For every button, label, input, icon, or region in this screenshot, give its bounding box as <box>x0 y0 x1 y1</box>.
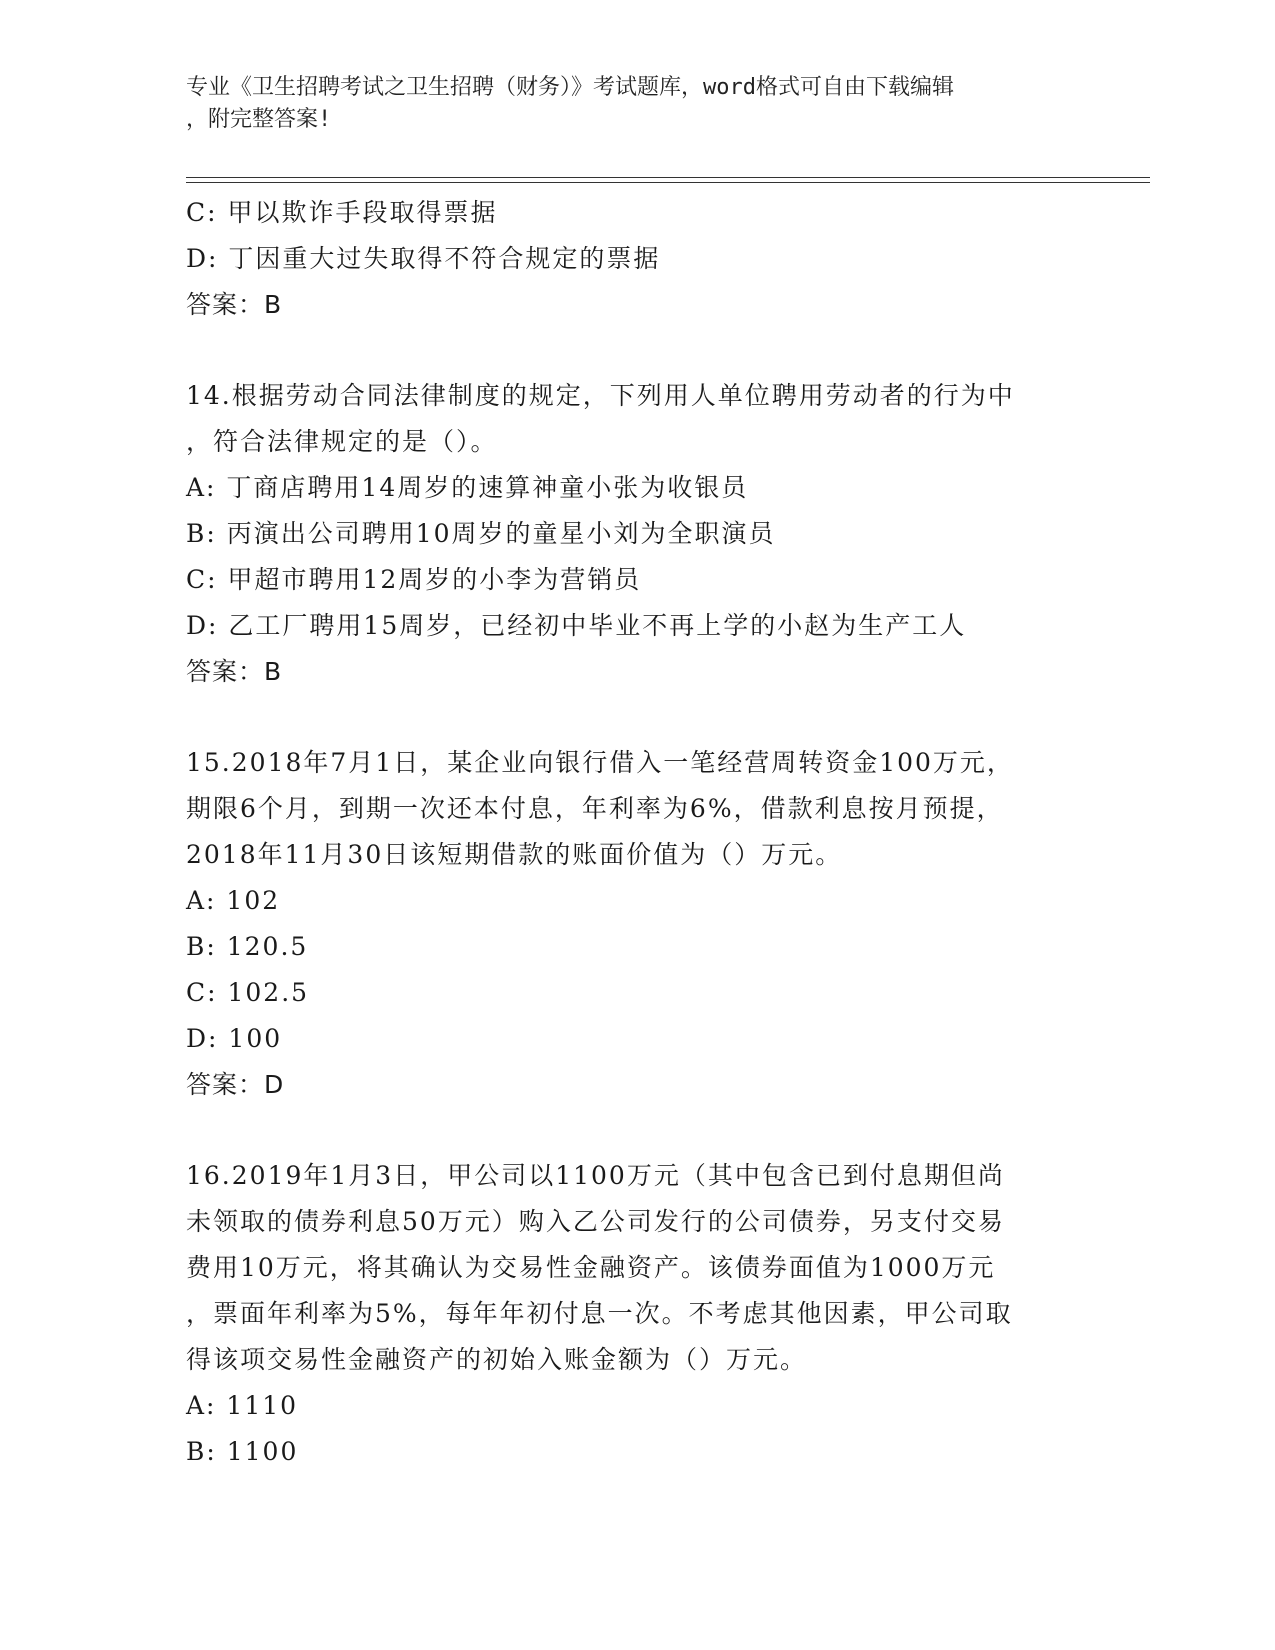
header-line-1: 专业《卫生招聘考试之卫生招聘（财务）》考试题库，word格式可自由下载编辑 <box>186 75 954 100</box>
q16-stem-line-4: ，票面年利率为5%，每年年初付息一次。不考虑其他因素，甲公司取 <box>186 1299 1013 1328</box>
q14-option-b: B: 丙演出公司聘用10周岁的童星小刘为全职演员 <box>186 519 776 548</box>
header-divider-top <box>186 177 1150 178</box>
q16-stem-line-3: 费用10万元，将其确认为交易性金融资产。该债券面值为1000万元 <box>186 1253 996 1282</box>
q16-stem-line-2: 未领取的债券利息50万元）购入乙公司发行的公司债券，另支付交易 <box>186 1207 1005 1236</box>
q16-stem-line-1: 16.2019年1月3日，甲公司以1100万元（其中包含已到付息期但尚 <box>186 1161 1005 1190</box>
q15-option-b: B: 120.5 <box>186 932 309 961</box>
question-content <box>186 190 1086 1475</box>
q14-stem-line-2: ，符合法律规定的是（）。 <box>186 427 498 456</box>
q15-stem-line-2: 期限6个月，到期一次还本付息，年利率为6%，借款利息按月预提， <box>186 794 1004 823</box>
q15-answer: 答案：D <box>186 1070 285 1099</box>
q15-stem-line-1: 15.2018年7月1日，某企业向银行借入一笔经营周转资金100万元， <box>186 748 1014 777</box>
q14-option-d: D: 乙工厂聘用15周岁，已经初中毕业不再上学的小赵为生产工人 <box>186 611 967 640</box>
header-line-2: ，附完整答案! <box>186 107 332 132</box>
q16-option-b: B: 1100 <box>186 1437 299 1466</box>
q14-option-c: C: 甲超市聘用12周岁的小李为营销员 <box>186 565 642 594</box>
spacer <box>186 695 1086 740</box>
q14-option-a: A: 丁商店聘用14周岁的速算神童小张为收银员 <box>186 473 749 502</box>
q13-option-c: C: 甲以欺诈手段取得票据 <box>186 198 498 227</box>
q13-answer: 答案：B <box>186 290 283 319</box>
spacer <box>186 1108 1086 1153</box>
spacer <box>186 328 1086 373</box>
q14-stem-line-1: 14.根据劳动合同法律制度的规定，下列用人单位聘用劳动者的行为中 <box>186 381 1015 410</box>
document-header <box>186 72 1066 136</box>
header-divider-bottom <box>186 182 1150 183</box>
q15-stem-line-3: 2018年11月30日该短期借款的账面价值为（）万元。 <box>186 840 843 869</box>
q14-answer: 答案：B <box>186 657 283 686</box>
q13-option-d: D: 丁因重大过失取得不符合规定的票据 <box>186 244 661 273</box>
q16-option-a: A: 1110 <box>186 1391 299 1420</box>
q15-option-c: C: 102.5 <box>186 978 310 1007</box>
q15-option-a: A: 102 <box>186 886 281 915</box>
q16-stem-line-5: 得该项交易性金融资产的初始入账金额为（）万元。 <box>186 1345 808 1374</box>
q15-option-d: D: 100 <box>186 1024 283 1053</box>
